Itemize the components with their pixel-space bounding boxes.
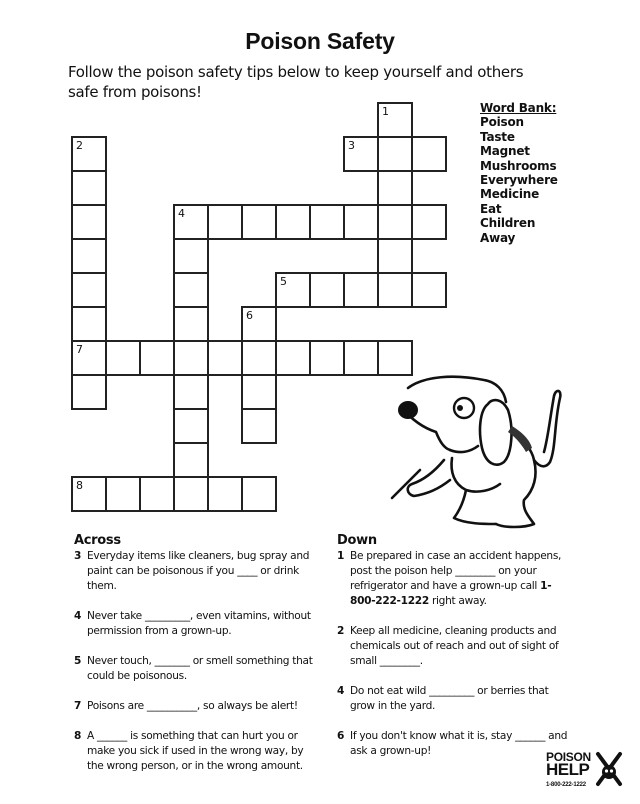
clue-text: Never take _________, even vitamins, without permission from a grown-up. <box>87 610 311 637</box>
down-heading: Down <box>337 533 377 548</box>
crossword-cell[interactable] <box>71 136 107 172</box>
word-bank-word: Taste <box>480 129 515 144</box>
clue-number: 6 <box>337 730 345 742</box>
clue-text <box>350 549 569 609</box>
crossword-cell[interactable] <box>71 272 107 308</box>
clue-text: A ______ is something that can hurt you or make you sick if used in the wrong way, by the wrong person, or in the wrong amount. <box>87 730 304 772</box>
clue-number: 4 <box>337 685 345 697</box>
down-clue <box>337 729 569 759</box>
crossword-cell[interactable] <box>343 340 379 376</box>
logo-line2: HELP <box>546 760 590 779</box>
dog-illustration <box>384 368 574 533</box>
cell-number: 3 <box>348 139 355 152</box>
crossword-cell[interactable] <box>71 374 107 410</box>
crossword-cell[interactable] <box>207 204 243 240</box>
cell-number: 6 <box>246 309 253 322</box>
logo-line1: POISON <box>546 750 591 764</box>
crossword-cell[interactable] <box>139 340 175 376</box>
clue-text-main: Be prepared in case an accident happens, post the poison help ________ on your refrigerator and have a grown-up call <box>350 550 562 592</box>
clue-number: 2 <box>337 625 345 637</box>
logo-phone: 1-800-222-1222 <box>546 782 586 788</box>
crossword-cell[interactable] <box>173 442 209 478</box>
across-clue <box>74 729 314 774</box>
crossword-cell[interactable] <box>207 340 243 376</box>
crossword-cell[interactable] <box>275 272 311 308</box>
page-title: Poison Safety <box>245 28 395 54</box>
crossword-cell[interactable] <box>173 204 209 240</box>
across-clue <box>74 549 314 594</box>
crossword-cell[interactable] <box>207 476 243 512</box>
crossword-cell[interactable] <box>173 374 209 410</box>
crossword-cell[interactable] <box>71 238 107 274</box>
clue-text: If you don't know what it is, stay ______ and ask a grown-up! <box>350 730 568 757</box>
crossword-cell[interactable] <box>71 170 107 206</box>
cell-number: 8 <box>76 479 83 492</box>
crossword-cell[interactable] <box>309 204 345 240</box>
crossword-cell[interactable] <box>71 340 107 376</box>
clue-number: 5 <box>74 655 82 667</box>
clue-number: 8 <box>74 730 82 742</box>
cell-number: 1 <box>382 105 389 118</box>
crossword-cell[interactable] <box>173 476 209 512</box>
crossword-cell[interactable] <box>343 204 379 240</box>
intro-text: Follow the poison safety tips below to keep yourself and others safe from poisons! <box>68 63 524 101</box>
down-clue <box>337 549 569 609</box>
across-heading: Across <box>74 533 121 548</box>
crossword-cell[interactable] <box>377 136 413 172</box>
cell-number: 2 <box>76 139 83 152</box>
crossword-cell[interactable] <box>71 476 107 512</box>
crossword-cell[interactable] <box>173 238 209 274</box>
crossword-cell[interactable] <box>377 170 413 206</box>
clue-text: Everyday items like cleaners, bug spray and paint can be poisonous if you ____ or drink them. <box>87 550 310 592</box>
crossword-cell[interactable] <box>411 204 447 240</box>
down-clue <box>337 684 569 714</box>
across-clue <box>74 609 314 639</box>
crossword-cell[interactable] <box>377 102 413 138</box>
crossword-cell[interactable] <box>377 238 413 274</box>
word-bank <box>480 101 558 245</box>
word-bank-word: Eat <box>480 201 502 216</box>
crossword-cell[interactable] <box>139 476 175 512</box>
crossword-cell[interactable] <box>173 306 209 342</box>
word-bank-word: Mushrooms <box>480 158 557 173</box>
cell-number: 4 <box>178 207 185 220</box>
clue-text: Keep all medicine, cleaning products and chemicals out of reach and out of sight of small ________. <box>350 625 559 667</box>
word-bank-word: Everywhere <box>480 173 558 188</box>
clue-text: Never touch, _______ or smell something that could be poisonous. <box>87 655 313 682</box>
word-bank-word: Children <box>480 216 536 231</box>
crossword-cell[interactable] <box>173 272 209 308</box>
clue-number: 3 <box>74 550 82 562</box>
word-bank-word: Medicine <box>480 187 540 202</box>
crossword-cell[interactable] <box>343 136 379 172</box>
clue-number: 4 <box>74 610 82 622</box>
crossword-cell[interactable] <box>71 306 107 342</box>
crossword-cell[interactable] <box>241 306 277 342</box>
crossword-cell[interactable] <box>377 204 413 240</box>
cell-number: 5 <box>280 275 287 288</box>
crossword-cell[interactable] <box>241 408 277 444</box>
clue-number: 1 <box>337 550 345 562</box>
phone-number: 1-800-222-1222 <box>350 580 552 607</box>
crossword-cell[interactable] <box>241 374 277 410</box>
crossword-cell[interactable] <box>173 408 209 444</box>
cell-number: 7 <box>76 343 83 356</box>
crossword-cell[interactable] <box>241 204 277 240</box>
clue-number: 7 <box>74 700 82 712</box>
word-bank-word: Magnet <box>480 144 530 159</box>
crossword-cell[interactable] <box>105 476 141 512</box>
skull-crossbones-icon <box>594 750 624 790</box>
poison-help-logo <box>546 750 626 796</box>
word-bank-heading: Word Bank: <box>480 101 557 115</box>
crossword-cell[interactable] <box>241 476 277 512</box>
word-bank-word: Poison <box>480 115 524 130</box>
crossword-cell[interactable] <box>377 272 413 308</box>
crossword-cell[interactable] <box>411 136 447 172</box>
word-bank-word: Away <box>480 230 516 245</box>
across-clue <box>74 699 314 714</box>
crossword-cell[interactable] <box>275 340 311 376</box>
crossword-cell[interactable] <box>343 272 379 308</box>
across-clues <box>74 533 314 789</box>
crossword-cell[interactable] <box>309 272 345 308</box>
clue-text: Poisons are __________, so always be alert! <box>87 700 298 712</box>
across-clue <box>74 654 314 684</box>
crossword-cell[interactable] <box>173 340 209 376</box>
crossword-cell[interactable] <box>241 340 277 376</box>
down-clues <box>337 533 569 774</box>
crossword-cell[interactable] <box>105 340 141 376</box>
clue-text: Do not eat wild _________ or berries that grow in the yard. <box>350 685 549 712</box>
crossword-cell[interactable] <box>275 204 311 240</box>
clue-text-tail: right away. <box>428 595 487 607</box>
crossword-cell[interactable] <box>71 204 107 240</box>
down-clue <box>337 624 569 669</box>
crossword-cell[interactable] <box>411 272 447 308</box>
crossword-cell[interactable] <box>309 340 345 376</box>
